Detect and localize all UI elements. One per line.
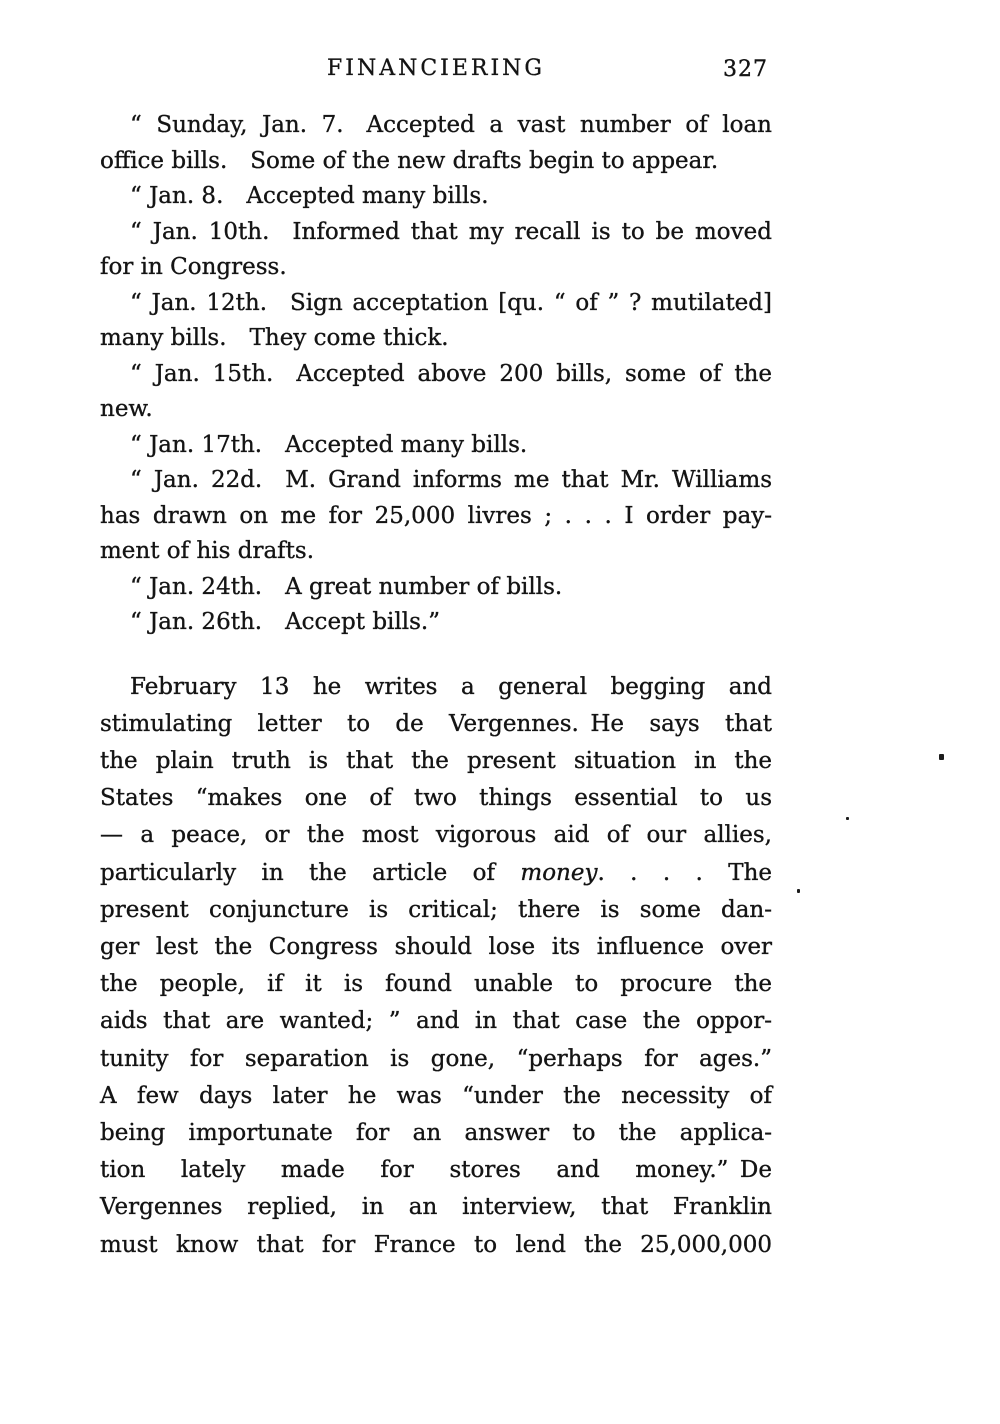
text-line: “ Jan. 17th. Accepted many bills. bbox=[130, 431, 528, 458]
text-line: A few days later he was “under the necessity of bbox=[100, 1082, 772, 1109]
text-line: ment of his drafts. bbox=[100, 538, 315, 564]
text-line: must know that for France to lend the 25,000,000 bbox=[100, 1231, 772, 1258]
scan-speck bbox=[846, 817, 849, 820]
text-line: Vergennes replied, in an interview, that Franklin bbox=[100, 1194, 772, 1221]
text-line: new. bbox=[100, 396, 153, 422]
text-line: tunity for separation is gone, “perhaps for ages.” bbox=[100, 1045, 772, 1072]
text-line: many bills. They come thick. bbox=[100, 325, 449, 351]
text-line: February 13 he writes a general begging and bbox=[130, 673, 772, 700]
text-line: ger lest the Congress should lose its influence over bbox=[100, 933, 772, 960]
text-line: aids that are wanted; ” and in that case the oppor- bbox=[100, 1008, 772, 1035]
diary-entry bbox=[100, 605, 772, 641]
text-line: for in Congress. bbox=[100, 254, 287, 280]
text-line: “ Jan. 12th. Sign acceptation [qu. “ of ” ? mutilated] bbox=[130, 289, 772, 316]
text-line: the people, if it is found unable to procure the bbox=[100, 971, 772, 998]
diary-entry bbox=[100, 179, 772, 215]
text-line: “ Jan. 24th. A great number of bills. bbox=[130, 573, 563, 600]
diary-entry bbox=[100, 286, 772, 357]
text-line: “ Sunday, Jan. 7. Accepted a vast number of loan bbox=[130, 112, 772, 138]
diary-entries bbox=[100, 108, 772, 641]
text-line: “ Jan. 26th. Accept bills.” bbox=[130, 609, 440, 635]
text-line: “ Jan. 22d. M. Grand informs me that Mr. Williams bbox=[130, 467, 772, 493]
text-line: present conjuncture is critical; there is some dan- bbox=[100, 896, 772, 923]
text-line: States “makes one of two things essential to us bbox=[100, 785, 772, 812]
text-line: the plain truth is that the present situation in the bbox=[100, 747, 772, 774]
diary-entry bbox=[100, 463, 772, 570]
diary-entry bbox=[100, 570, 772, 606]
text-line: tion lately made for stores and money.” De bbox=[100, 1157, 772, 1184]
text-line: being importunate for an answer to the applica- bbox=[100, 1119, 772, 1146]
text-line: office bills. Some of the new drafts begin to appear. bbox=[100, 147, 719, 174]
text-line: has drawn on me for 25,000 livres ; . . . I order pay- bbox=[100, 502, 772, 529]
text-line: “ Jan. 8. Accepted many bills. bbox=[130, 183, 489, 209]
scan-speck bbox=[939, 754, 944, 760]
page-number: 327 bbox=[723, 57, 768, 82]
running-header bbox=[100, 56, 772, 84]
italic-text: money bbox=[520, 859, 598, 886]
diary-entry bbox=[100, 215, 772, 286]
paragraph-february bbox=[100, 669, 772, 1264]
text-line: — a peace, or the most vigorous aid of our allies, bbox=[100, 822, 772, 849]
text-line: “ Jan. 10th. Informed that my recall is to be moved bbox=[130, 218, 772, 245]
diary-entry bbox=[100, 428, 772, 464]
text-line: stimulating letter to de Vergennes. He says that bbox=[100, 710, 772, 737]
chapter-title: FINANCIERING bbox=[326, 56, 545, 81]
text-line: “ Jan. 15th. Accepted above 200 bills, some of the bbox=[130, 360, 772, 387]
diary-entry bbox=[100, 108, 772, 179]
diary-entry bbox=[100, 357, 772, 428]
page-body bbox=[100, 108, 772, 1264]
text-line: particularly in the article of money. . . . The bbox=[100, 859, 772, 886]
scan-speck bbox=[797, 889, 800, 893]
